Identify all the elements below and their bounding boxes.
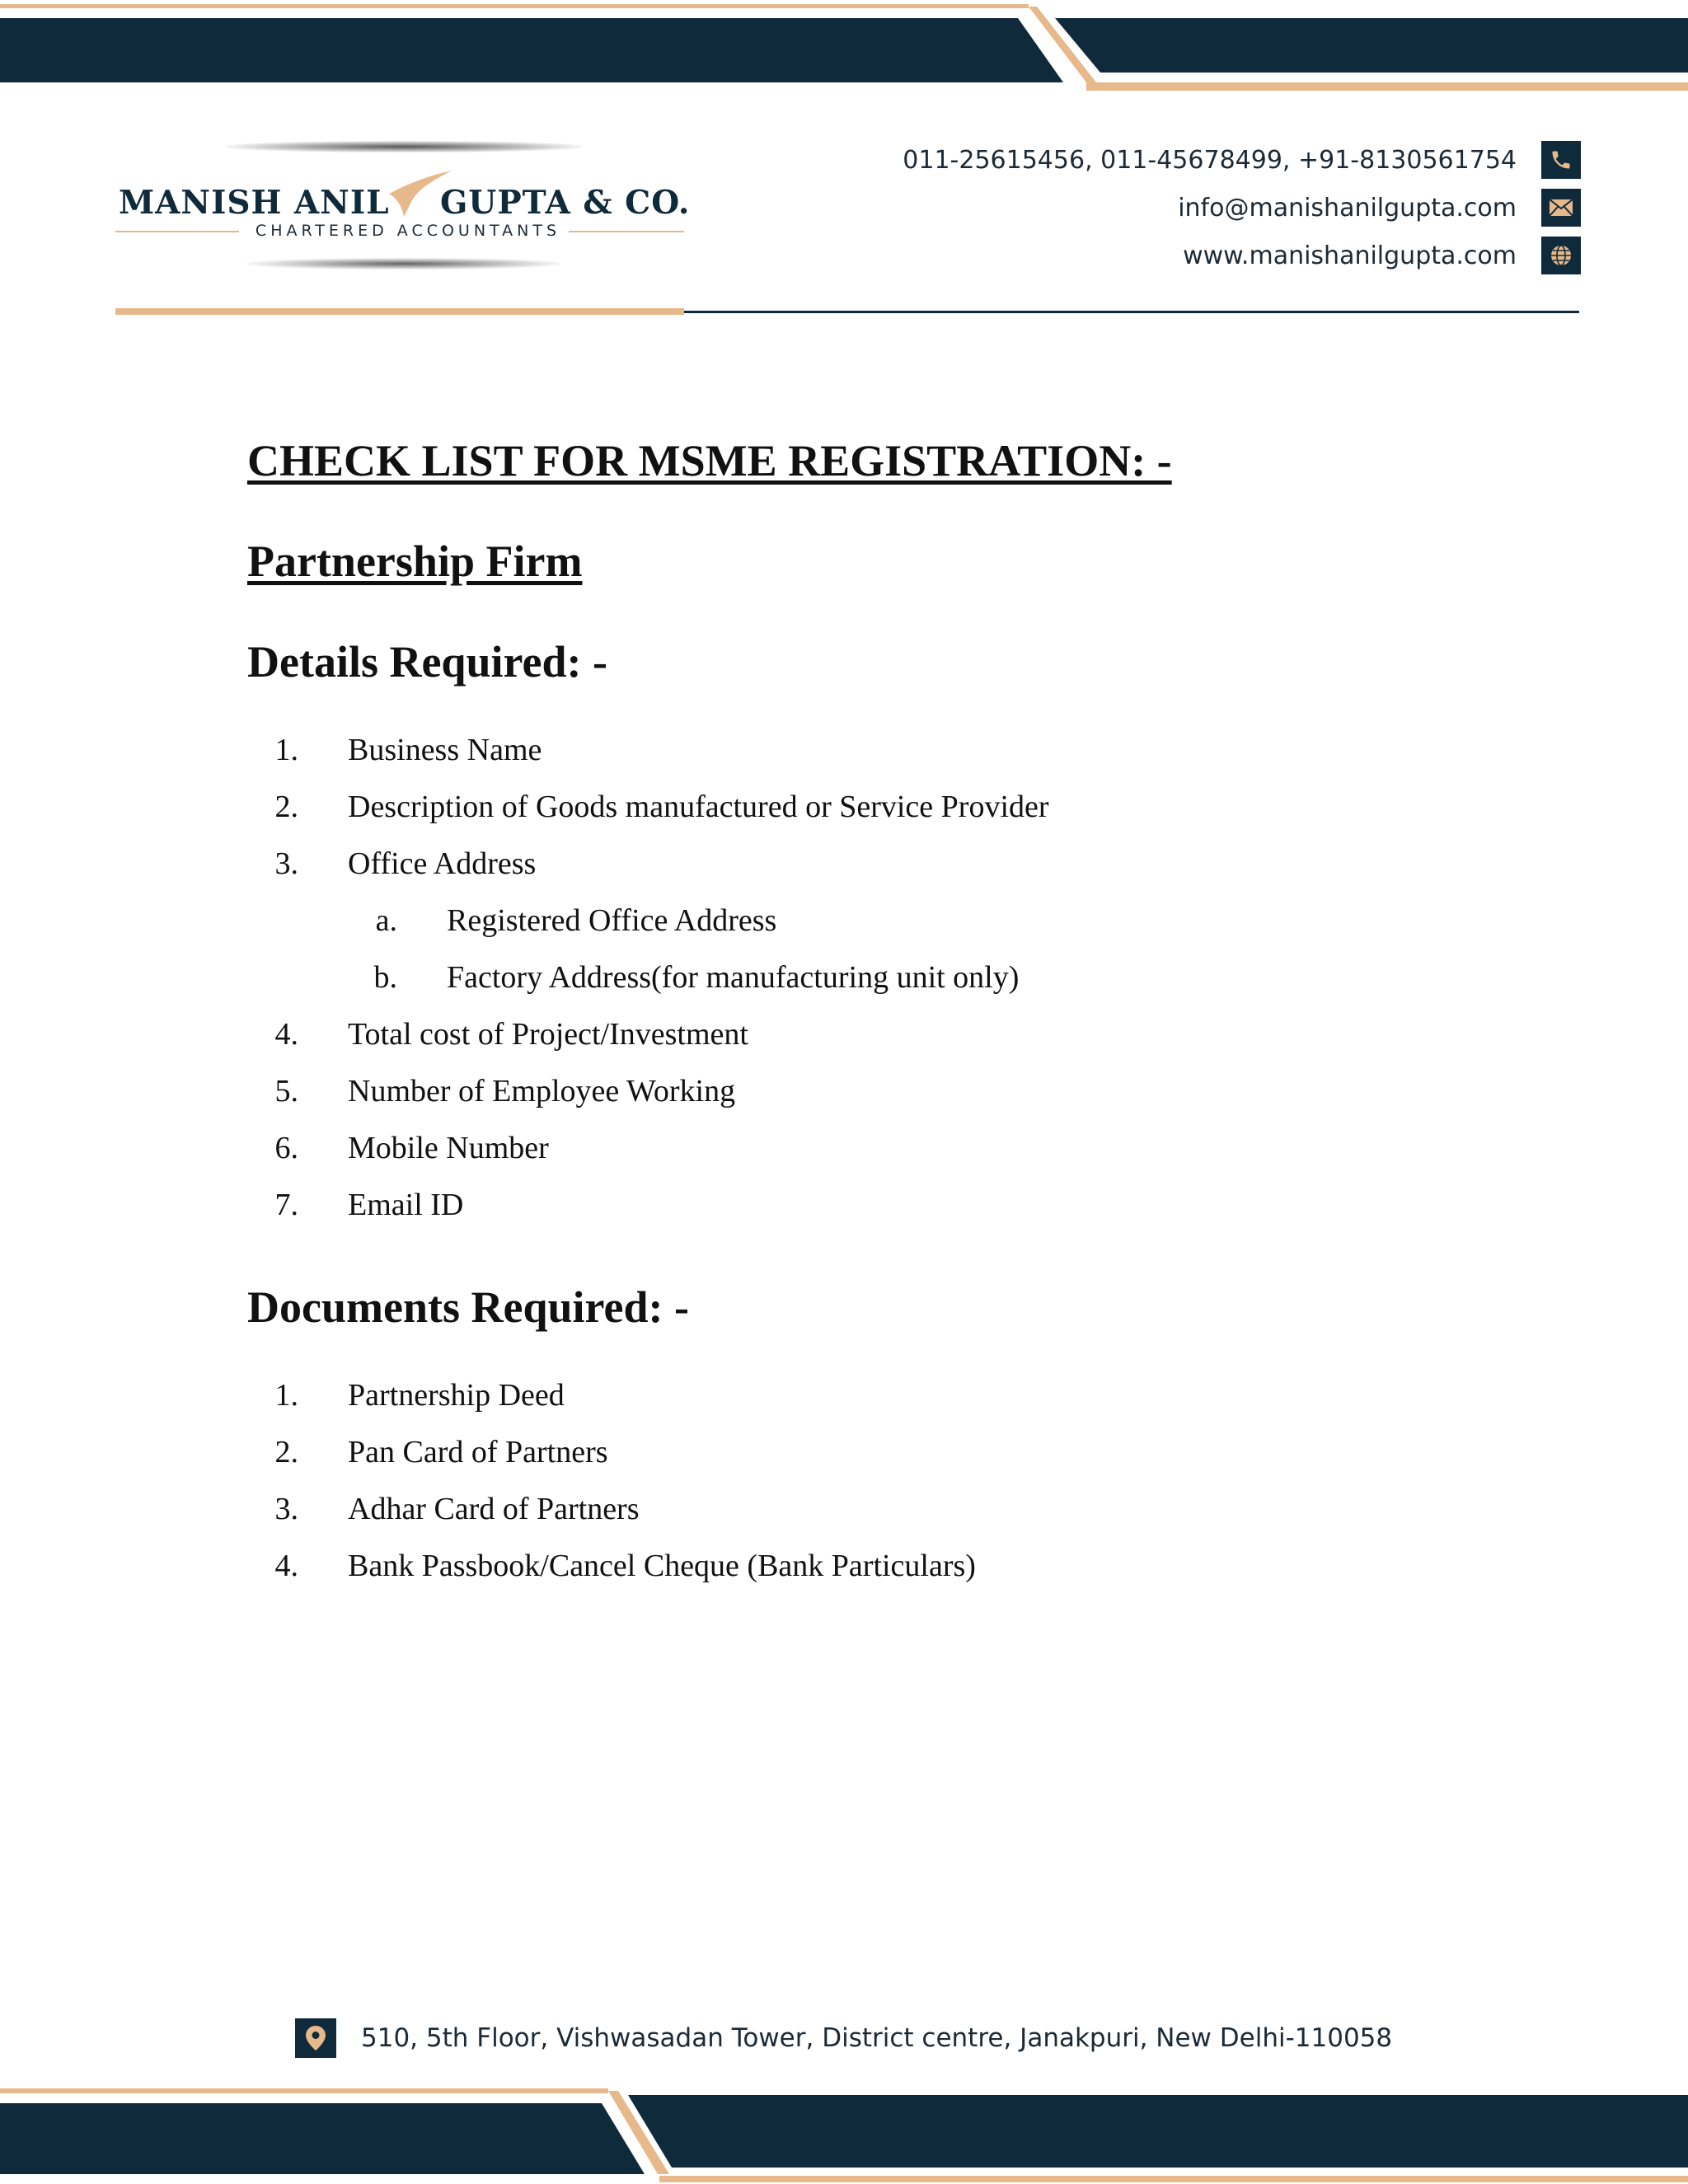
list-letter: a. (375, 903, 397, 938)
list-number: 4. (274, 1017, 298, 1052)
list-item (247, 1424, 1566, 1481)
list-number: 7. (274, 1188, 298, 1222)
list-text: Total cost of Project/Investment (348, 1017, 748, 1052)
list-item (247, 1120, 1566, 1177)
list-item (247, 1538, 1566, 1595)
contact-email-row (839, 184, 1581, 232)
contact-block (839, 136, 1581, 279)
logo-shade-top (227, 141, 581, 152)
list-text: Factory Address(for manufacturing unit only) (447, 960, 1020, 995)
list-text: Partnership Deed (348, 1378, 565, 1413)
footer-band (0, 2083, 1688, 2184)
list-letter: b. (373, 960, 397, 995)
list-text: Mobile Number (348, 1131, 549, 1165)
list-item (247, 779, 1566, 836)
list-text: Registered Office Address (447, 903, 777, 938)
entity-type-heading: Partnership Firm (247, 537, 583, 586)
header-rule-navy (684, 311, 1579, 313)
address-text: 510, 5th Floor, Vishwasadan Tower, District centre, Janakpuri, New Delhi-110058 (361, 2023, 1393, 2053)
list-subitem (247, 949, 1566, 1006)
list-item (247, 1063, 1566, 1120)
details-list (247, 722, 1566, 1234)
logo-name-left: MANISH ANIL (119, 184, 390, 222)
list-number: 2. (274, 1435, 298, 1469)
list-text: Bank Passbook/Cancel Cheque (Bank Particulars) (348, 1549, 976, 1583)
list-item (247, 1481, 1566, 1538)
logo-rule-right (569, 231, 684, 232)
list-number: 2. (274, 790, 298, 824)
company-logo (115, 136, 692, 276)
globe-icon (1541, 237, 1581, 274)
documents-list (247, 1367, 1566, 1595)
document-title: CHECK LIST FOR MSME REGISTRATION: - (247, 436, 1172, 485)
contact-phone-row (839, 136, 1581, 184)
list-text: Business Name (348, 733, 542, 767)
contact-phone[interactable]: 011-25615456, 011-45678499, +91-8130561754 (903, 145, 1517, 175)
location-pin-icon (295, 2018, 336, 2058)
list-number: 1. (274, 1378, 298, 1413)
list-number: 6. (274, 1131, 298, 1165)
list-item (247, 1006, 1566, 1063)
list-text: Email ID (348, 1188, 464, 1222)
header-rule-peach (115, 308, 684, 315)
list-text: Office Address (348, 846, 537, 881)
list-item (247, 1367, 1566, 1424)
list-item (247, 1177, 1566, 1234)
details-heading: Details Required: - (247, 637, 607, 687)
list-number: 3. (274, 1492, 298, 1526)
list-item (247, 722, 1566, 779)
header-band (0, 0, 1688, 95)
list-text: Adhar Card of Partners (348, 1492, 640, 1526)
list-number: 4. (274, 1549, 298, 1583)
list-number: 5. (274, 1074, 298, 1108)
phone-icon (1541, 141, 1581, 179)
envelope-icon (1541, 189, 1581, 227)
list-number: 3. (274, 846, 298, 881)
contact-email[interactable]: info@manishanilgupta.com (1178, 193, 1517, 223)
logo-shade-bottom (247, 258, 560, 269)
contact-website-row (839, 232, 1581, 279)
list-text: Pan Card of Partners (348, 1435, 608, 1469)
logo-name-right: GUPTA & CO. (440, 184, 691, 222)
documents-heading: Documents Required: - (247, 1282, 689, 1332)
contact-website[interactable]: www.manishanilgupta.com (1183, 241, 1517, 270)
list-text: Number of Employee Working (348, 1074, 736, 1108)
logo-rule-left (115, 231, 239, 232)
list-subitem (247, 893, 1566, 949)
document-body (247, 429, 1566, 1595)
footer-address (295, 2018, 1392, 2058)
list-text: Description of Goods manufactured or Service Provider (348, 790, 1049, 824)
logo-tagline: CHARTERED ACCOUNTANTS (255, 222, 561, 240)
list-item (247, 836, 1566, 893)
list-number: 1. (274, 733, 298, 767)
